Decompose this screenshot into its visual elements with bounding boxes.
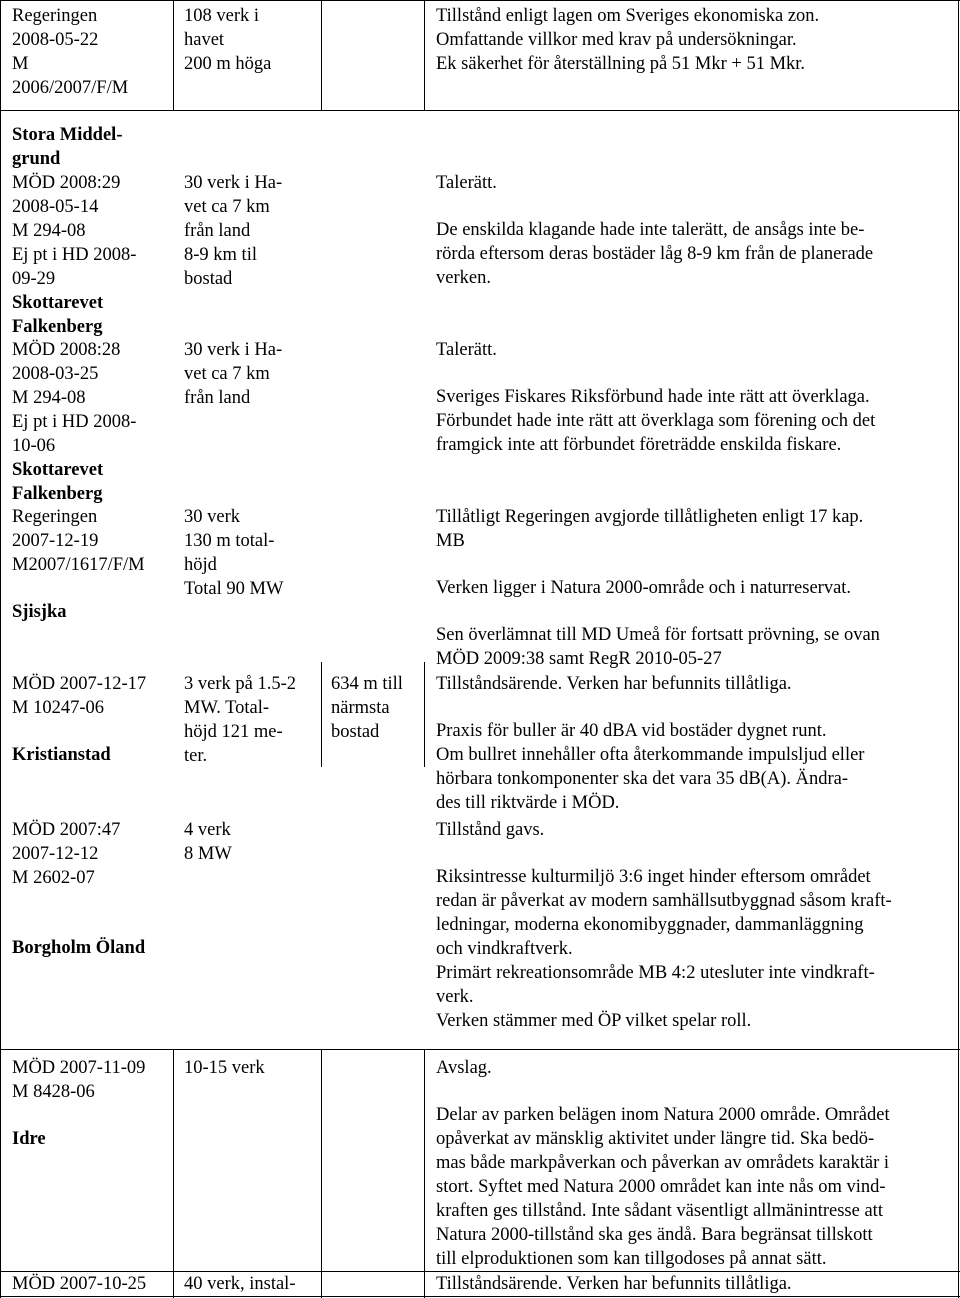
table-border-right bbox=[958, 0, 959, 1298]
place-name: Borgholm Öland bbox=[12, 938, 146, 958]
decision-cell bbox=[436, 505, 951, 671]
decision-cell bbox=[436, 338, 951, 457]
project-size-line: 108 verk i bbox=[184, 6, 260, 26]
project-size-cell bbox=[184, 4, 324, 76]
decision-line: MB bbox=[436, 531, 465, 551]
decision-line: Sen överlämnat till MD Umeå för fortsatt prövning, se ovan bbox=[436, 625, 880, 645]
decision-line: hörbara tonkomponenter ska det vara 35 dB(A). Ändra- bbox=[436, 769, 849, 789]
case-reference-cell bbox=[12, 171, 174, 339]
case-ref-line: M 10247-06 bbox=[12, 698, 104, 718]
case-ref-line: M 294-08 bbox=[12, 388, 86, 408]
place-name: Skottarevet bbox=[12, 460, 104, 480]
project-size-line: 30 verk bbox=[184, 507, 240, 527]
project-size-line: 30 verk i Ha- bbox=[184, 173, 283, 193]
project-size-line: vet ca 7 km bbox=[184, 197, 270, 217]
case-ref-line: 2008-05-22 bbox=[12, 30, 99, 50]
decision-line: framgick inte att förbundet företrädde enskilda fiskare. bbox=[436, 435, 842, 455]
case-reference-cell bbox=[12, 1272, 174, 1296]
case-ref-line: 2008-03-25 bbox=[12, 364, 99, 384]
decision-line: Tillståndsärende. Verken har befunnits tillåtliga. bbox=[436, 1274, 792, 1294]
case-ref-line: MÖD 2007-11-09 bbox=[12, 1058, 146, 1078]
decision-line: redan är påverkat av modern samhällsutbyggnad såsom kraft- bbox=[436, 891, 892, 911]
project-size-line: bostad bbox=[184, 269, 233, 289]
place-name: Idre bbox=[12, 1129, 46, 1149]
place-name: Falkenberg bbox=[12, 317, 103, 337]
case-reference-cell bbox=[12, 4, 174, 100]
decision-line: des till riktvärde i MÖD. bbox=[436, 793, 620, 813]
decision-line: Natura 2000-tillstånd ska ges ändå. Bara begränsat tillskott bbox=[436, 1225, 873, 1245]
case-reference-cell bbox=[12, 1056, 174, 1151]
project-size-line: 130 m total- bbox=[184, 531, 275, 551]
project-size-cell bbox=[184, 1056, 324, 1080]
decision-line: Delar av parken belägen inom Natura 2000 område. Området bbox=[436, 1105, 890, 1125]
project-size-line: vet ca 7 km bbox=[184, 364, 270, 384]
decision-line: Tillstånd enligt lagen om Sveriges ekonomiska zon. bbox=[436, 6, 820, 26]
decision-line: Avslag. bbox=[436, 1058, 492, 1078]
case-ref-line: M 8428-06 bbox=[12, 1082, 95, 1102]
decision-line: stort. Syftet med Natura 2000 området kan inte nås om vind- bbox=[436, 1177, 886, 1197]
place-name: Skottarevet bbox=[12, 293, 104, 313]
decision-line: Verken stämmer med ÖP vilket spelar roll. bbox=[436, 1011, 752, 1031]
decision-line: till elproduktionen som kan tillgodoses på annat sätt. bbox=[436, 1249, 827, 1269]
case-ref-line: MÖD 2007-10-25 bbox=[12, 1274, 147, 1294]
case-ref-line: M2007/1617/F/M bbox=[12, 555, 145, 575]
decision-line: Sveriges Fiskares Riksförbund hade inte rätt att överklaga. bbox=[436, 387, 870, 407]
project-size-cell bbox=[184, 672, 324, 768]
decision-line: kraften ges tillstånd. Inte sådant väsentligt allmänintresse att bbox=[436, 1201, 883, 1221]
column-divider bbox=[424, 1049, 425, 1298]
project-size-line: 8-9 km til bbox=[184, 245, 257, 265]
case-ref-line: 2007-12-12 bbox=[12, 844, 99, 864]
decision-cell bbox=[436, 1272, 951, 1296]
decision-cell bbox=[436, 1056, 951, 1271]
place-name: Falkenberg bbox=[12, 484, 103, 504]
case-ref-line: M 2602-07 bbox=[12, 868, 95, 888]
decision-line: opåverkat av mänsklig aktivitet under längre tid. Ska bedö- bbox=[436, 1129, 875, 1149]
decision-line: De enskilda klagande hade inte talerätt, de ansågs inte be- bbox=[436, 220, 865, 240]
case-ref-line: Ej pt i HD 2008- bbox=[12, 245, 137, 265]
distance-line: bostad bbox=[331, 722, 380, 742]
case-ref-line: 10-06 bbox=[12, 436, 56, 456]
project-size-line: 200 m höga bbox=[184, 54, 272, 74]
project-size-cell bbox=[184, 171, 324, 291]
decision-line: Ek säkerhet för återställning på 51 Mkr + 51 Mkr. bbox=[436, 54, 806, 74]
case-ref-line: MÖD 2008:28 bbox=[12, 340, 121, 360]
project-size-line: 40 verk, instal- bbox=[184, 1274, 296, 1294]
project-size-line: 3 verk på 1.5-2 bbox=[184, 674, 296, 694]
row-divider bbox=[0, 1049, 960, 1050]
section-title-line: grund bbox=[12, 149, 61, 169]
place-name: Sjisjka bbox=[12, 602, 67, 622]
decision-line: verken. bbox=[436, 268, 491, 288]
decision-line: Praxis för buller är 40 dBA vid bostäder dygnet runt. bbox=[436, 721, 827, 741]
project-size-line: ter. bbox=[184, 746, 208, 766]
case-ref-line: Regeringen bbox=[12, 6, 98, 26]
case-ref-line: Ej pt i HD 2008- bbox=[12, 412, 137, 432]
decision-line: Verken ligger i Natura 2000-område och i naturreservat. bbox=[436, 578, 852, 598]
project-size-line: 8 MW bbox=[184, 844, 232, 864]
distance-line: 634 m till bbox=[331, 674, 403, 694]
decision-line: mas både markpåverkan och påverkan av områdets karaktär i bbox=[436, 1153, 890, 1173]
decision-heading: Talerätt. bbox=[436, 340, 497, 360]
distance-cell bbox=[331, 672, 427, 744]
project-size-cell bbox=[184, 505, 324, 601]
decision-line: rörda eftersom deras bostäder låg 8-9 km från de planerade bbox=[436, 244, 874, 264]
row-divider bbox=[0, 110, 960, 111]
table-border-top bbox=[0, 0, 960, 1]
case-ref-line: M bbox=[12, 54, 29, 74]
project-size-line: MW. Total- bbox=[184, 698, 270, 718]
decision-cell bbox=[436, 818, 951, 1033]
place-name: Kristianstad bbox=[12, 745, 111, 765]
section-title bbox=[12, 123, 174, 171]
decision-line: och vindkraftverk. bbox=[436, 939, 573, 959]
project-size-line: 30 verk i Ha- bbox=[184, 340, 283, 360]
project-size-line: Total 90 MW bbox=[184, 579, 284, 599]
project-size-line: havet bbox=[184, 30, 225, 50]
decision-line: Om bullret innehåller ofta återkommande impulsljud eller bbox=[436, 745, 865, 765]
decision-line: MÖD 2009:38 samt RegR 2010-05-27 bbox=[436, 649, 722, 669]
project-size-cell bbox=[184, 1272, 324, 1296]
case-ref-line: 2007-12-19 bbox=[12, 531, 99, 551]
case-reference-cell bbox=[12, 338, 174, 506]
distance-line: närmsta bbox=[331, 698, 390, 718]
project-size-line: 10-15 verk bbox=[184, 1058, 265, 1078]
decision-line: Riksintresse kulturmiljö 3:6 inget hinder eftersom området bbox=[436, 867, 871, 887]
decision-line: verk. bbox=[436, 987, 474, 1007]
case-ref-line: M 294-08 bbox=[12, 221, 86, 241]
project-size-line: 4 verk bbox=[184, 820, 231, 840]
table-border-bottom bbox=[0, 1296, 960, 1297]
decision-line: Förbundet hade inte rätt att överklaga som förening och det bbox=[436, 411, 876, 431]
case-ref-line: 09-29 bbox=[12, 269, 56, 289]
case-ref-line: MÖD 2007-12-17 bbox=[12, 674, 147, 694]
case-ref-line: 2006/2007/F/M bbox=[12, 78, 129, 98]
distance-cell-border bbox=[321, 662, 322, 767]
decision-heading: Talerätt. bbox=[436, 173, 497, 193]
column-divider bbox=[424, 0, 425, 110]
decision-cell bbox=[436, 4, 951, 76]
project-size-line: från land bbox=[184, 221, 251, 241]
case-reference-cell bbox=[12, 818, 174, 960]
decision-line: Tillståndsärende. Verken har befunnits tillåtliga. bbox=[436, 674, 792, 694]
case-reference-cell bbox=[12, 505, 174, 624]
decision-line: ledningar, moderna ekonomibyggnader, dammanläggning bbox=[436, 915, 864, 935]
project-size-cell bbox=[184, 818, 324, 866]
project-size-line: höjd 121 me- bbox=[184, 722, 283, 742]
case-ref-line: MÖD 2008:29 bbox=[12, 173, 121, 193]
decision-line: Omfattande villkor med krav på undersökningar. bbox=[436, 30, 797, 50]
table-border-left bbox=[0, 0, 1, 1298]
decision-cell bbox=[436, 672, 951, 815]
decision-cell bbox=[436, 171, 951, 290]
case-ref-line: Regeringen bbox=[12, 507, 98, 527]
decision-line: Tillåtligt Regeringen avgjorde tillåtligheten enligt 17 kap. bbox=[436, 507, 864, 527]
section-title-line: Stora Middel- bbox=[12, 125, 123, 145]
project-size-line: höjd bbox=[184, 555, 217, 575]
case-ref-line: 2008-05-14 bbox=[12, 197, 99, 217]
decision-line: Tillstånd gavs. bbox=[436, 820, 545, 840]
decision-line: Primärt rekreationsområde MB 4:2 utesluter inte vindkraft- bbox=[436, 963, 875, 983]
project-size-line: från land bbox=[184, 388, 251, 408]
project-size-cell bbox=[184, 338, 324, 410]
column-divider bbox=[321, 1049, 322, 1298]
case-ref-line: MÖD 2007:47 bbox=[12, 820, 121, 840]
case-reference-cell bbox=[12, 672, 174, 767]
